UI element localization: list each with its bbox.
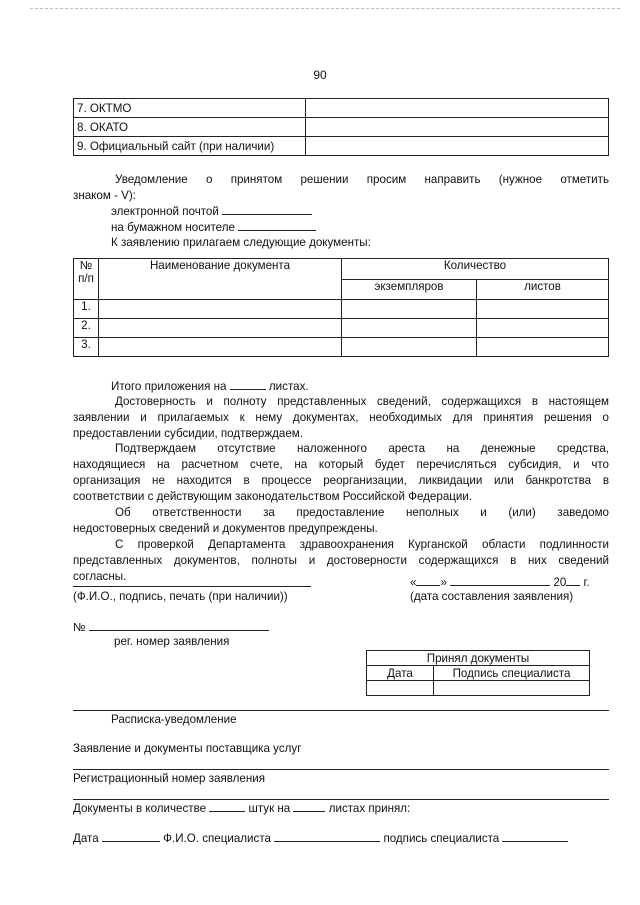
- documents-table: [73, 258, 609, 357]
- option-email-mark-field[interactable]: [222, 203, 312, 215]
- accepted-sign-header: Подпись специалиста: [434, 666, 590, 681]
- receipt-fio-label: Ф.И.О. специалиста: [163, 832, 271, 845]
- doc-sheets-cell[interactable]: [477, 300, 609, 319]
- doc-copies-cell[interactable]: [342, 300, 477, 319]
- docs-mid: штук на: [248, 802, 291, 815]
- table-row: [74, 137, 609, 156]
- receipt-date-field[interactable]: [102, 830, 160, 842]
- section-divider: [73, 710, 609, 711]
- table-row: [74, 338, 609, 357]
- notification-line-2: знаком - V):: [73, 189, 136, 202]
- doc-name-cell[interactable]: [99, 338, 342, 357]
- accepted-sign-cell[interactable]: [434, 681, 590, 696]
- docs-prefix: Документы в количестве: [73, 802, 207, 815]
- col-number-header: [74, 259, 99, 300]
- info-label: 8. ОКАТО: [74, 118, 306, 137]
- page-number: 90: [313, 68, 327, 82]
- fio-signature-line[interactable]: [73, 586, 311, 587]
- col-copies-header: экземпляров: [342, 279, 477, 300]
- option-paper: [111, 219, 316, 236]
- total-sheets-field[interactable]: [230, 378, 266, 390]
- col-quantity-header: Количество: [342, 259, 609, 280]
- option-paper-label: на бумажном носителе: [111, 221, 235, 234]
- accepted-date-cell[interactable]: [367, 681, 434, 696]
- para4-line1: С проверкой Департамента здравоохранения Курганской области подлинности: [115, 538, 609, 551]
- info-table: [73, 98, 609, 156]
- registration-number-field[interactable]: [89, 619, 269, 631]
- month-field[interactable]: [450, 574, 550, 586]
- option-email-label: электронной почтой: [111, 205, 219, 218]
- col-number-header-line1: №: [79, 259, 93, 272]
- para2-line2: находящиеся на расчетном счете, на который будет перечисляться субсидия, и что: [73, 458, 609, 471]
- para3-line2: недостоверных сведений и документов предупреждены.: [73, 522, 378, 535]
- year-suffix: г.: [583, 576, 590, 589]
- table-row: [74, 300, 609, 319]
- total-prefix: Итого приложения на: [111, 380, 227, 393]
- para2-line1: Подтверждаем отсутствие наложенного ареста на денежные средства,: [115, 442, 609, 455]
- doc-copies-cell[interactable]: [342, 319, 477, 338]
- table-row: [74, 118, 609, 137]
- receipt-signature-row: [73, 830, 609, 847]
- para1-line2: заявлении и прилагаемых к нему документах, необходимых для принятия решения о: [73, 411, 609, 424]
- para2-line4: соответствии с действующим законодательством Российской Федерации.: [73, 490, 473, 503]
- para1-line3: предоставлении субсидии, подтверждаем.: [73, 427, 303, 440]
- accepted-title: Принял документы: [367, 651, 590, 666]
- option-paper-mark-field[interactable]: [238, 219, 316, 231]
- doc-copies-cell[interactable]: [342, 338, 477, 357]
- docs-sheets-field[interactable]: [293, 800, 325, 812]
- fio-caption: (Ф.И.О., подпись, печать (при наличии)): [73, 590, 288, 603]
- table-row: [74, 99, 609, 118]
- table-row: [367, 681, 590, 696]
- year-prefix: 20: [553, 576, 567, 589]
- date-quote-close: »: [440, 576, 447, 589]
- row-number: 3.: [74, 338, 99, 357]
- registration-no-label: №: [73, 621, 86, 634]
- col-number-header-line2: п/п: [78, 272, 94, 285]
- col-sheets-header: листов: [477, 279, 609, 300]
- para3-line1: Об ответственности за предоставление неполных и (или) заведомо: [115, 506, 609, 519]
- top-edge-line: [30, 8, 620, 9]
- para2-line3: организация не находится в процессе реорганизации, ликвидации или банкротства в: [73, 474, 609, 487]
- receipt-fio-field[interactable]: [274, 830, 380, 842]
- doc-name-cell[interactable]: [99, 300, 342, 319]
- option-email: [111, 203, 312, 220]
- receipt-line1: Заявление и документы поставщика услуг: [73, 742, 302, 755]
- accepted-date-header: Дата: [367, 666, 434, 681]
- info-label: 7. ОКТМО: [74, 99, 306, 118]
- attachments-intro: К заявлению прилагаем следующие документы:: [111, 236, 371, 249]
- receipt-title: Расписка-уведомление: [111, 713, 237, 726]
- info-value-field[interactable]: [306, 99, 609, 118]
- receipt-date-label: Дата: [73, 832, 99, 845]
- info-label: 9. Официальный сайт (при наличии): [74, 137, 306, 156]
- info-value-field[interactable]: [306, 118, 609, 137]
- receipt-line2: Регистрационный номер заявления: [73, 772, 266, 785]
- docs-suffix: листах принял:: [328, 802, 411, 815]
- date-quote-open: «: [410, 576, 417, 589]
- info-value-field[interactable]: [306, 137, 609, 156]
- docs-count-field[interactable]: [209, 800, 245, 812]
- registration-caption: рег. номер заявления: [114, 635, 230, 648]
- doc-sheets-cell[interactable]: [477, 319, 609, 338]
- doc-name-cell[interactable]: [99, 319, 342, 338]
- day-field[interactable]: [416, 574, 440, 586]
- receipt-docs-count: [73, 800, 410, 817]
- year-field[interactable]: [566, 574, 580, 586]
- total-attachments: [111, 378, 309, 395]
- total-suffix: листах.: [268, 380, 309, 393]
- date-caption: (дата составления заявления): [410, 590, 574, 603]
- doc-sheets-cell[interactable]: [477, 338, 609, 357]
- row-number: 1.: [74, 300, 99, 319]
- receipt-sign-label: подпись специалиста: [383, 832, 500, 845]
- accepted-documents-table: [366, 650, 590, 696]
- para4-line2: представленных документов, полноты и достоверности содержащихся в них сведений: [73, 554, 609, 567]
- receipt-sign-field[interactable]: [502, 830, 568, 842]
- col-name-header: Наименование документа: [99, 259, 342, 300]
- table-row: [74, 319, 609, 338]
- receipt-line1-field[interactable]: [73, 769, 609, 770]
- notification-line-1: Уведомление о принятом решении просим направить (нужное отметить: [115, 173, 609, 186]
- row-number: 2.: [74, 319, 99, 338]
- para1-line1: Достоверность и полноту представленных сведений, содержащихся в настоящем: [115, 395, 609, 408]
- para4-line3: согласны.: [73, 570, 127, 583]
